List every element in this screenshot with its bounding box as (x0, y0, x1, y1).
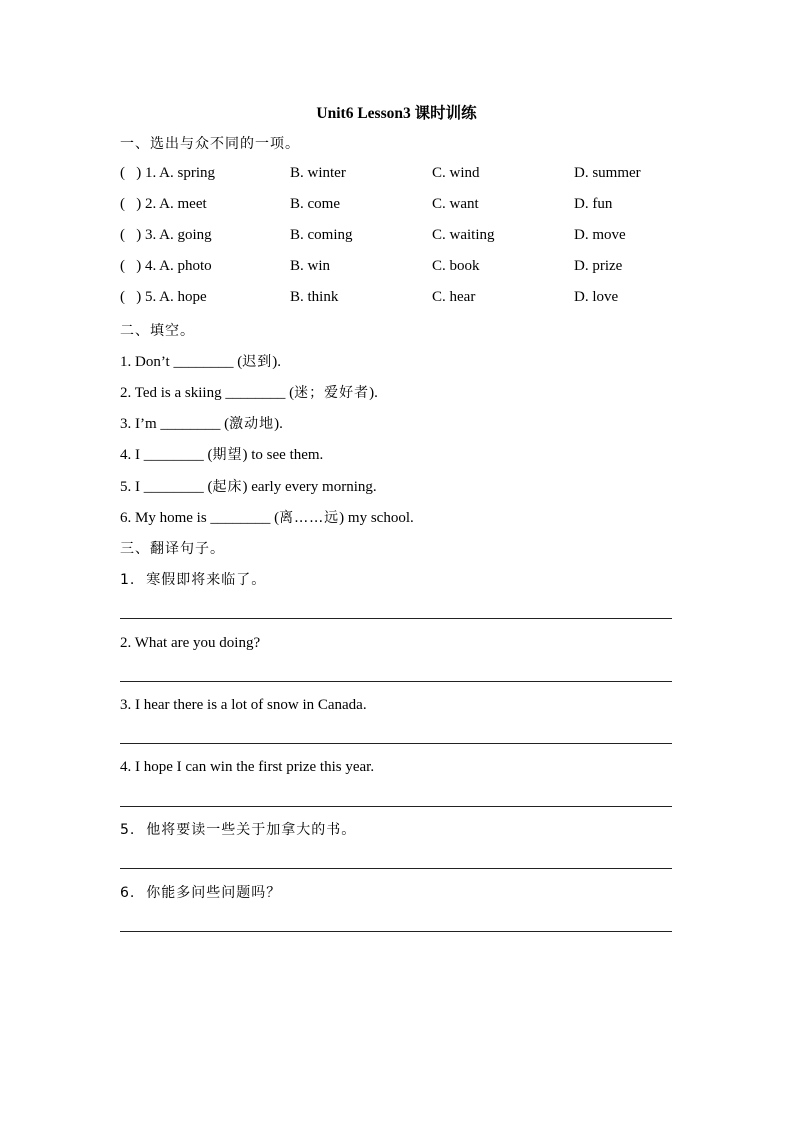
fill-item-2-post: ). (369, 385, 378, 401)
section3-heading: 三、翻译句子。 (120, 541, 225, 557)
fill-item-2-hint: 迷；爱好者 (294, 385, 370, 401)
mcq-5-option-b: B. think (290, 289, 339, 305)
mcq-2-option-b: B. come (290, 196, 340, 212)
mcq-row-3 (120, 227, 680, 247)
answer-line-5[interactable] (120, 868, 672, 869)
mcq-row-1 (120, 165, 680, 185)
mcq-4-option-a: ( ) 4. A. photo (120, 258, 212, 274)
section2-heading: 二、填空。 (120, 323, 195, 339)
fill-item-3 (120, 414, 283, 434)
mcq-3-option-d: D. move (574, 227, 626, 243)
fill-item-4-hint: 期望 (212, 447, 243, 463)
fill-item-5-post: ) early every morning. (242, 479, 377, 495)
translate-item-6: 6. 你能多问些问题吗？ (120, 885, 282, 901)
section1-heading: 一、选出与众不同的一项。 (120, 136, 300, 152)
mcq-2-option-c: C. want (432, 196, 479, 212)
fill-item-1 (120, 352, 281, 372)
mcq-1-option-c: C. wind (432, 165, 480, 181)
answer-line-3[interactable] (120, 743, 672, 744)
mcq-4-option-c: C. book (432, 258, 480, 274)
fill-item-1-pre: 1. Don’t ________ ( (120, 354, 243, 370)
answer-line-2[interactable] (120, 681, 672, 682)
mcq-row-4 (120, 258, 680, 278)
fill-item-6-hint: 离……远 (279, 510, 340, 526)
fill-item-2 (120, 383, 378, 403)
translate-item-3: 3. I hear there is a lot of snow in Canada. (120, 697, 367, 713)
fill-item-5-hint: 起床 (212, 479, 243, 495)
mcq-4-option-b: B. win (290, 258, 331, 274)
mcq-4-option-d: D. prize (574, 258, 623, 274)
mcq-2-option-d: D. fun (574, 196, 613, 212)
mcq-1-option-b: B. winter (290, 165, 346, 181)
mcq-3-option-a: ( ) 3. A. going (120, 227, 212, 243)
mcq-1-option-d: D. summer (574, 165, 641, 181)
fill-item-5-pre: 5. I ________ ( (120, 479, 213, 495)
mcq-1-option-a: ( ) 1. A. spring (120, 165, 215, 181)
answer-line-4[interactable] (120, 806, 672, 807)
mcq-3-option-c: C. waiting (432, 227, 495, 243)
mcq-3-option-b: B. coming (290, 227, 353, 243)
mcq-row-5 (120, 289, 680, 309)
answer-line-1[interactable] (120, 618, 672, 619)
fill-item-3-pre: 3. I’m ________ ( (120, 416, 230, 432)
fill-item-6 (120, 508, 414, 528)
translate-item-5: 5. 他将要读一些关于加拿大的书。 (120, 822, 357, 838)
fill-item-4 (120, 445, 323, 465)
translate-item-4: 4. I hope I can win the first prize this year. (120, 759, 375, 775)
mcq-2-option-a: ( ) 2. A. meet (120, 196, 207, 212)
fill-item-4-pre: 4. I ________ ( (120, 447, 213, 463)
fill-item-5 (120, 477, 377, 497)
fill-item-4-post: ) to see them. (242, 447, 324, 463)
fill-item-2-pre: 2. Ted is a skiing ________ ( (120, 385, 295, 401)
page-title: Unit6 Lesson3 课时训练 (316, 105, 477, 122)
mcq-5-option-a: ( ) 5. A. hope (120, 289, 207, 305)
answer-line-6[interactable] (120, 931, 672, 932)
fill-item-1-hint: 迟到 (242, 354, 273, 370)
translate-item-1: 1. 寒假即将来临了。 (120, 572, 267, 588)
fill-item-3-hint: 激动地 (229, 416, 275, 432)
translate-item-2: 2. What are you doing? (120, 635, 261, 651)
fill-item-3-post: ). (274, 416, 283, 432)
fill-item-6-pre: 6. My home is ________ ( (120, 510, 280, 526)
fill-item-6-post: ) my school. (339, 510, 414, 526)
fill-item-1-post: ). (272, 354, 281, 370)
mcq-5-option-d: D. love (574, 289, 619, 305)
mcq-5-option-c: C. hear (432, 289, 476, 305)
mcq-row-2 (120, 196, 680, 216)
